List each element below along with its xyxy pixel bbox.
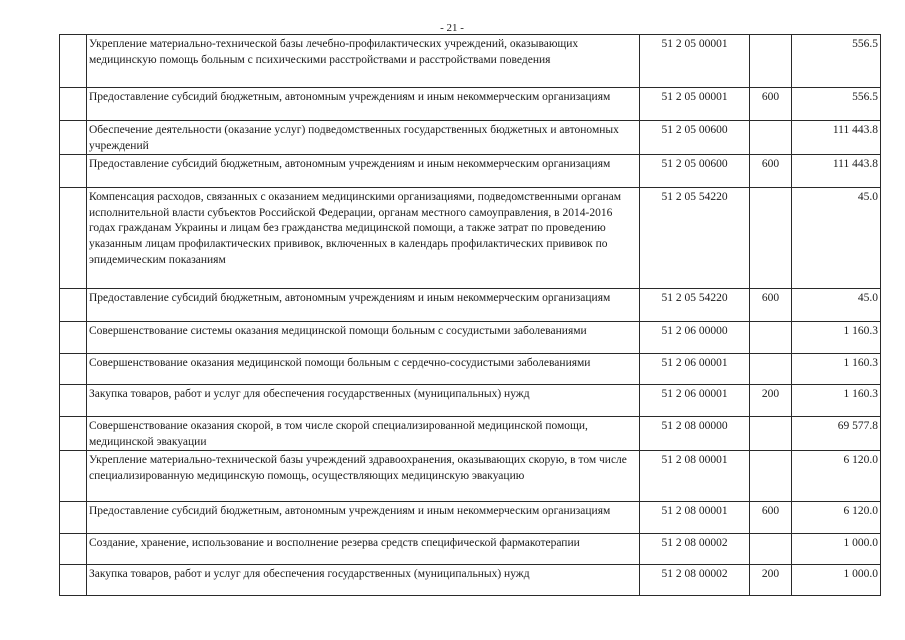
row-name: Компенсация расходов, связанных с оказанием медицинскими организациями, подведомственными органам исполнительной власти субъектов Российской Федерации, органам местного самоуправления, в 2014-2016 годах гражданам Украины и лицам без гражданства медицинской помощи, а также затрат по проведению указанным лицам профилактических прививок, включенных в календарь профилактических прививок по эпидемическим показаниям [87, 188, 640, 289]
row-name: Закупка товаров, работ и услуг для обеспечения государственных (муниципальных) нужд [87, 565, 640, 596]
row-sum: 1 160.3 [792, 354, 881, 385]
row-type: 200 [750, 565, 792, 596]
table-row [60, 451, 881, 502]
blank-cell [60, 188, 87, 289]
row-name: Укрепление материально-технической базы лечебно-профилактических учреждений, оказывающих медицинскую помощь больным с психическими расстройствами и расстройствами поведения [87, 35, 640, 88]
blank-cell [60, 565, 87, 596]
page-number: - 21 - [440, 22, 464, 34]
row-sum: 111 443.8 [792, 121, 881, 155]
blank-cell [60, 534, 87, 565]
table-row [60, 565, 881, 596]
blank-cell [60, 385, 87, 417]
row-name: Создание, хранение, использование и восполнение резерва средств специфической фармакотерапии [87, 534, 640, 565]
row-type [750, 35, 792, 88]
table-row [60, 88, 881, 121]
row-code: 51 2 08 00002 [640, 534, 750, 565]
row-code: 51 2 05 00600 [640, 121, 750, 155]
blank-cell [60, 35, 87, 88]
row-sum: 1 000.0 [792, 565, 881, 596]
row-name: Предоставление субсидий бюджетным, автономным учреждениям и иным некоммерческим организациям [87, 155, 640, 188]
row-name: Предоставление субсидий бюджетным, автономным учреждениям и иным некоммерческим организациям [87, 88, 640, 121]
row-code: 51 2 05 54220 [640, 188, 750, 289]
row-sum: 69 577.8 [792, 417, 881, 451]
row-sum: 1 160.3 [792, 322, 881, 354]
row-code: 51 2 06 00001 [640, 354, 750, 385]
table-row [60, 35, 881, 88]
row-code: 51 2 05 00001 [640, 35, 750, 88]
row-sum: 111 443.8 [792, 155, 881, 188]
row-type: 600 [750, 502, 792, 534]
row-code: 51 2 05 00600 [640, 155, 750, 188]
row-sum: 6 120.0 [792, 451, 881, 502]
row-code: 51 2 05 54220 [640, 289, 750, 322]
row-sum: 45.0 [792, 188, 881, 289]
table-row [60, 385, 881, 417]
table-row [60, 322, 881, 354]
blank-cell [60, 289, 87, 322]
row-code: 51 2 08 00001 [640, 502, 750, 534]
row-type [750, 534, 792, 565]
row-type: 600 [750, 88, 792, 121]
row-code: 51 2 08 00000 [640, 417, 750, 451]
row-name: Предоставление субсидий бюджетным, автономным учреждениям и иным некоммерческим организациям [87, 289, 640, 322]
budget-table [59, 34, 881, 596]
blank-cell [60, 502, 87, 534]
row-code: 51 2 08 00002 [640, 565, 750, 596]
blank-cell [60, 451, 87, 502]
row-type: 600 [750, 289, 792, 322]
row-name: Закупка товаров, работ и услуг для обеспечения государственных (муниципальных) нужд [87, 385, 640, 417]
row-type [750, 188, 792, 289]
table-row [60, 417, 881, 451]
row-sum: 6 120.0 [792, 502, 881, 534]
row-code: 51 2 08 00001 [640, 451, 750, 502]
row-code: 51 2 06 00000 [640, 322, 750, 354]
blank-cell [60, 88, 87, 121]
row-sum: 45.0 [792, 289, 881, 322]
row-type [750, 451, 792, 502]
row-name: Предоставление субсидий бюджетным, автономным учреждениям и иным некоммерческим организациям [87, 502, 640, 534]
table-row [60, 534, 881, 565]
table-row [60, 354, 881, 385]
row-code: 51 2 06 00001 [640, 385, 750, 417]
row-name: Укрепление материально-технической базы учреждений здравоохранения, оказывающих скорую, в том числе специализированную медицинскую помощь, осуществляющих медицинскую эвакуацию [87, 451, 640, 502]
row-sum: 1 160.3 [792, 385, 881, 417]
row-type [750, 322, 792, 354]
blank-cell [60, 155, 87, 188]
row-name: Совершенствование оказания скорой, в том числе скорой специализированной медицинской помощи, медицинской эвакуации [87, 417, 640, 451]
row-name: Совершенствование системы оказания медицинской помощи больным с сосудистыми заболеваниями [87, 322, 640, 354]
row-type: 600 [750, 155, 792, 188]
row-sum: 556.5 [792, 88, 881, 121]
table-row [60, 155, 881, 188]
table-row [60, 121, 881, 155]
row-name: Совершенствование оказания медицинской помощи больным с сердечно-сосудистыми заболеваниями [87, 354, 640, 385]
row-name: Обеспечение деятельности (оказание услуг) подведомственных государственных бюджетных и автономных учреждений [87, 121, 640, 155]
row-type [750, 417, 792, 451]
blank-cell [60, 322, 87, 354]
row-code: 51 2 05 00001 [640, 88, 750, 121]
table-row [60, 188, 881, 289]
blank-cell [60, 121, 87, 155]
blank-cell [60, 354, 87, 385]
row-sum: 556.5 [792, 35, 881, 88]
row-type: 200 [750, 385, 792, 417]
table-row [60, 502, 881, 534]
blank-cell [60, 417, 87, 451]
row-sum: 1 000.0 [792, 534, 881, 565]
table-row [60, 289, 881, 322]
row-type [750, 354, 792, 385]
row-type [750, 121, 792, 155]
